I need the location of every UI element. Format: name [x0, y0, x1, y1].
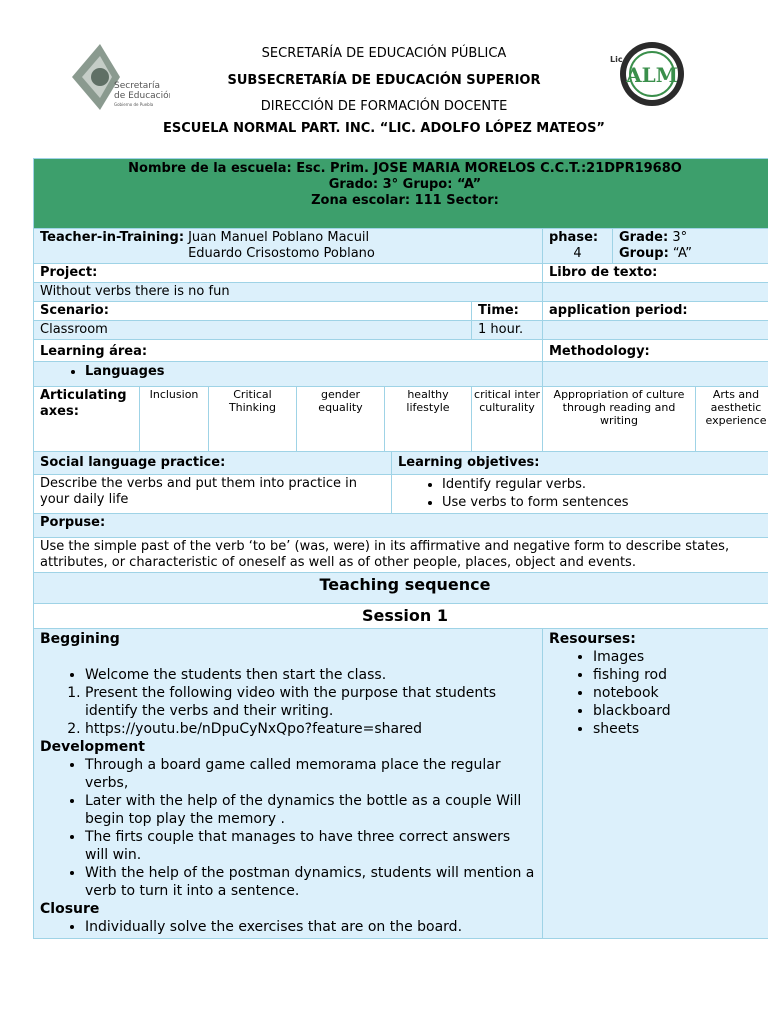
- closure-label: Closure: [40, 901, 100, 917]
- teacher-cell: [34, 229, 543, 264]
- grade-label: Grade:: [619, 230, 669, 245]
- practice-value: Describe the verbs and put them into practice in your daily life: [40, 476, 357, 507]
- closure-item: • Individually solve the exercises that are on the board.: [85, 918, 536, 936]
- school-grade: Grado: 3° Grupo: “A”: [328, 177, 482, 192]
- development-item: • Through a board game called memorama place the regular verbs,: [85, 756, 536, 792]
- logo-right-prefix: Lic.: [610, 55, 626, 64]
- purpose-label: Porpuse:: [40, 515, 106, 530]
- time-value: 1 hour.: [478, 322, 524, 337]
- methodology-value-cell: [543, 362, 768, 387]
- practice-label: Social language practice:: [40, 455, 226, 470]
- beginning-step-link: 2. https://youtu.be/nDpuCyNxQpo?feature=shared: [85, 720, 536, 738]
- scenario-value-cell: [34, 321, 472, 340]
- document-header: [0, 0, 768, 150]
- session-title: Session 1: [362, 606, 448, 625]
- development-item: • With the help of the postman dynamics, students will mention a verb to turn it into a sentence.: [85, 864, 536, 900]
- beginning-label: Beggining: [40, 631, 120, 647]
- resource-item: • notebook: [593, 684, 768, 702]
- period-label-cell: [543, 302, 768, 321]
- header-line-4: ESCUELA NORMAL PART. INC. “LIC. ADOLFO LÓPEZ MATEOS”: [163, 121, 605, 136]
- axis-gender-equality: gender equality: [297, 387, 385, 452]
- phase-value: 4: [573, 246, 582, 261]
- phase-cell: [543, 229, 613, 264]
- objectives-label: Learning objetives:: [398, 455, 540, 470]
- textbook-value-cell: [543, 283, 768, 302]
- objectives-cell: [392, 475, 768, 514]
- logo-left-text-1: Secretaría: [114, 81, 160, 91]
- resource-item: • blackboard: [593, 702, 768, 720]
- project-value-cell: [34, 283, 543, 302]
- logo-left-text-2: de Educación: [114, 91, 170, 101]
- axes-label-cell: [34, 387, 140, 452]
- objective-item: • Use verbs to form sentences: [442, 494, 768, 512]
- scenario-label-cell: [34, 302, 472, 321]
- group-label: Group:: [619, 246, 669, 261]
- development-label: Development: [40, 739, 145, 755]
- school-info: [34, 159, 768, 229]
- time-label: Time:: [478, 303, 519, 318]
- alm-logo: [610, 38, 686, 110]
- development-item: • Later with the help of the dynamics the bottle as a couple Will begin top play the memory .: [85, 792, 536, 828]
- teacher-name-2: Eduardo Crisostomo Poblano: [188, 246, 375, 261]
- header-line-1: SECRETARÍA DE EDUCACIÓN PÚBLICA: [261, 46, 507, 61]
- textbook-label: Libro de texto:: [549, 265, 658, 280]
- learning-area-value: • Languages: [85, 363, 536, 381]
- group-value: “A”: [672, 246, 693, 261]
- methodology-label: Methodology:: [549, 344, 650, 359]
- textbook-cell: [543, 264, 768, 283]
- header-line-2: SUBSECRETARÍA DE EDUCACIÓN SUPERIOR: [227, 73, 541, 88]
- header-line-3: DIRECCIÓN DE FORMACIÓN DOCENTE: [260, 99, 508, 114]
- teacher-name-1: Juan Manuel Poblano Macuil: [188, 230, 370, 245]
- axes-label: Articulating axes:: [40, 388, 127, 419]
- phase-label: phase:: [549, 230, 599, 245]
- purpose-value: Use the simple past of the verb ‘to be’ (was, were) in its affirmative and negative form to describe states, attributes, or characteristic of oneself as well as of other people, places, object and events.: [40, 539, 730, 570]
- activities-cell: [34, 629, 543, 939]
- axis-critical-thinking: Critical Thinking: [209, 387, 297, 452]
- scenario-label: Scenario:: [40, 303, 109, 318]
- sequence-title: Teaching sequence: [319, 575, 491, 594]
- lesson-plan-table: [33, 158, 768, 939]
- teacher-label: Teacher-in-Training:: [40, 230, 185, 245]
- project-label: Project:: [40, 265, 98, 280]
- project-value: Without verbs there is no fun: [40, 284, 230, 299]
- practice-value-cell: [34, 475, 392, 514]
- scenario-value: Classroom: [40, 322, 108, 337]
- development-item: • The firts couple that manages to have three correct answers will win.: [85, 828, 536, 864]
- sequence-title-cell: [34, 573, 768, 604]
- axis-healthy-lifestyle: healthy lifestyle: [385, 387, 472, 452]
- period-label: application period:: [549, 303, 688, 318]
- time-label-cell: [472, 302, 543, 321]
- beginning-step: 1. Present the following video with the purpose that students identify the verbs and their writing.: [85, 684, 536, 720]
- learning-area-value-cell: [34, 362, 543, 387]
- resource-item: • sheets: [593, 720, 768, 738]
- purpose-label-cell: [34, 514, 768, 538]
- learning-area-label-cell: [34, 340, 543, 362]
- axis-critical-interculturality: critical interculturality: [472, 387, 543, 452]
- logo-right-text: ALM: [626, 63, 678, 87]
- resources-label: Resourses:: [549, 631, 636, 647]
- grade-group-cell: [613, 229, 768, 264]
- logo-left-text-3: Gobierno de Puebla: [114, 102, 154, 107]
- period-value-cell: [543, 321, 768, 340]
- session-cell: [34, 604, 768, 629]
- beginning-bullet: • Welcome the students then start the class.: [85, 666, 536, 684]
- time-value-cell: [472, 321, 543, 340]
- school-name: Nombre de la escuela: Esc. Prim. JOSE MARIA MORELOS C.C.T.:21DPR1968O: [128, 161, 682, 176]
- axis-arts: Arts and aesthetic experience: [696, 387, 768, 452]
- axis-inclusion: Inclusion: [140, 387, 209, 452]
- axis-appropriation-of-culture: Appropriation of culture through reading and writing: [543, 387, 696, 452]
- resource-item: • Images: [593, 648, 768, 666]
- objective-item: • Identify regular verbs.: [442, 476, 768, 494]
- resource-item: • fishing rod: [593, 666, 768, 684]
- grade-value: 3°: [672, 230, 688, 245]
- objectives-label-cell: [392, 452, 768, 475]
- project-label-cell: [34, 264, 543, 283]
- methodology-cell: [543, 340, 768, 362]
- practice-label-cell: [34, 452, 392, 475]
- resources-cell: [543, 629, 768, 939]
- learning-area-label: Learning área:: [40, 344, 148, 359]
- purpose-value-cell: [34, 538, 768, 573]
- school-zone: Zona escolar: 111 Sector:: [311, 193, 499, 208]
